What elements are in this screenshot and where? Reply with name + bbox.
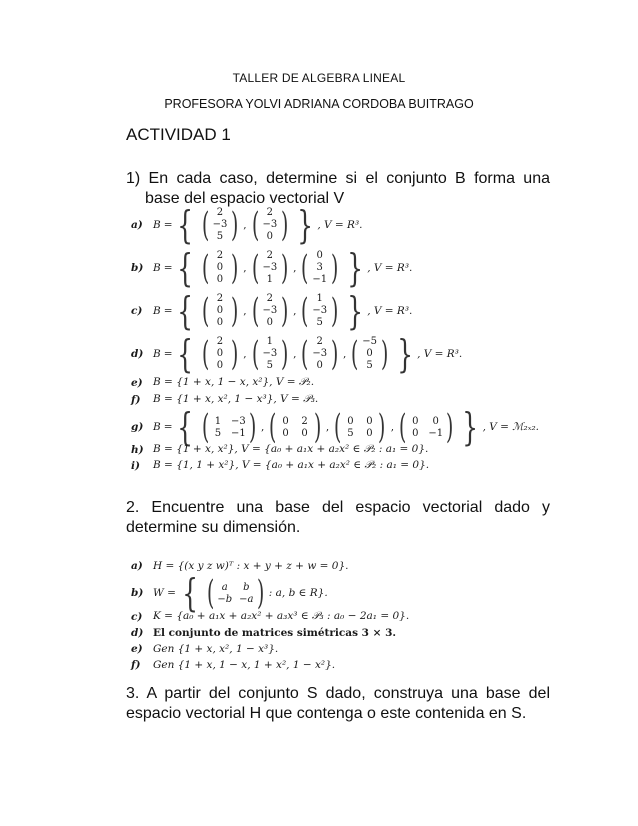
q1-item-b: b) B = { ( 2 0 0 ) , ( 2 −3 1 ) , ( 0 3 −1 ) } , V = R³. bbox=[131, 246, 413, 290]
question-3-line-2: espacio vectorial H que contenga o este contenida en S. bbox=[126, 705, 527, 722]
question-2-line-2: determine su dimensión. bbox=[126, 519, 301, 536]
q1-item-d: d) B = { ( 2 0 0 ) , ( 1 −3 5 ) , ( 2 −3 0 ) , ( −5 0 5 ) } , V = R³. bbox=[131, 332, 463, 376]
q1-item-a: a) B = { ( 2 −3 5 ) , ( 2 −3 0 ) } , V = R³. bbox=[131, 203, 363, 247]
q1-item-f: f) B = {1 + x, x², 1 − x³}, V = 𝒫₃. bbox=[131, 393, 319, 406]
q2-item-e: e) Gen {1 + x, x², 1 − x³}. bbox=[131, 643, 279, 655]
activity-heading: ACTIVIDAD 1 bbox=[126, 125, 231, 144]
question-3-line-1: 3. A partir del conjunto S dado, construya una base del bbox=[126, 685, 550, 702]
q1-item-e: e) B = {1 + x, 1 − x, x²}, V = 𝒫₂. bbox=[131, 376, 315, 389]
q2-item-a: a) H = {(x y z w)ᵀ : x + y + z + w = 0}. bbox=[131, 560, 349, 572]
question-1-line-2: base del espacio vectorial V bbox=[145, 190, 345, 207]
question-1-line-1: 1) En cada caso, determine si el conjunto B forma una bbox=[126, 170, 550, 187]
q1-item-g: g) B = { ( 1 −3 5 −1 ) , ( 0 2 0 0 ) , ( 0 0 5 0 ) , ( 0 0 0 −1 ) } , V = ℳ₂ₓ₂. bbox=[131, 405, 540, 449]
question-2-line-1: 2. Encuentre una base del espacio vectorial dado y bbox=[126, 499, 550, 516]
q2-item-f: f) Gen {1 + x, 1 − x, 1 + x², 1 − x²}. bbox=[131, 659, 336, 671]
q1-item-c: c) B = { ( 2 0 0 ) , ( 2 −3 0 ) , ( 1 −3 5 ) } , V = R³. bbox=[131, 289, 413, 333]
q2-item-b: b) W = { ( a b −b −a ) : a, b ∈ R}. bbox=[131, 571, 328, 615]
question-2 bbox=[126, 498, 550, 538]
document-title: TALLER DE ALGEBRA LINEAL bbox=[232, 71, 406, 85]
q2-item-d: d) El conjunto de matrices simétricas 3 × 3. bbox=[131, 627, 397, 639]
professor-name: PROFESORA YOLVI ADRIANA CORDOBA BUITRAGO bbox=[164, 97, 474, 111]
q1-item-h: h) B = {1 + x, x²}, V = {a₀ + a₁x + a₂x² ∈ 𝒫₂ : a₁ = 0}. bbox=[131, 443, 429, 456]
q2-item-c: c) K = {a₀ + a₁x + a₂x² + a₃x³ ∈ 𝒫₃ : a₀ − 2a₁ = 0}. bbox=[131, 610, 410, 623]
q1-item-i: i) B = {1, 1 + x²}, V = {a₀ + a₁x + a₂x² ∈ 𝒫₂ : a₁ = 0}. bbox=[131, 459, 430, 472]
question-3 bbox=[126, 684, 550, 724]
